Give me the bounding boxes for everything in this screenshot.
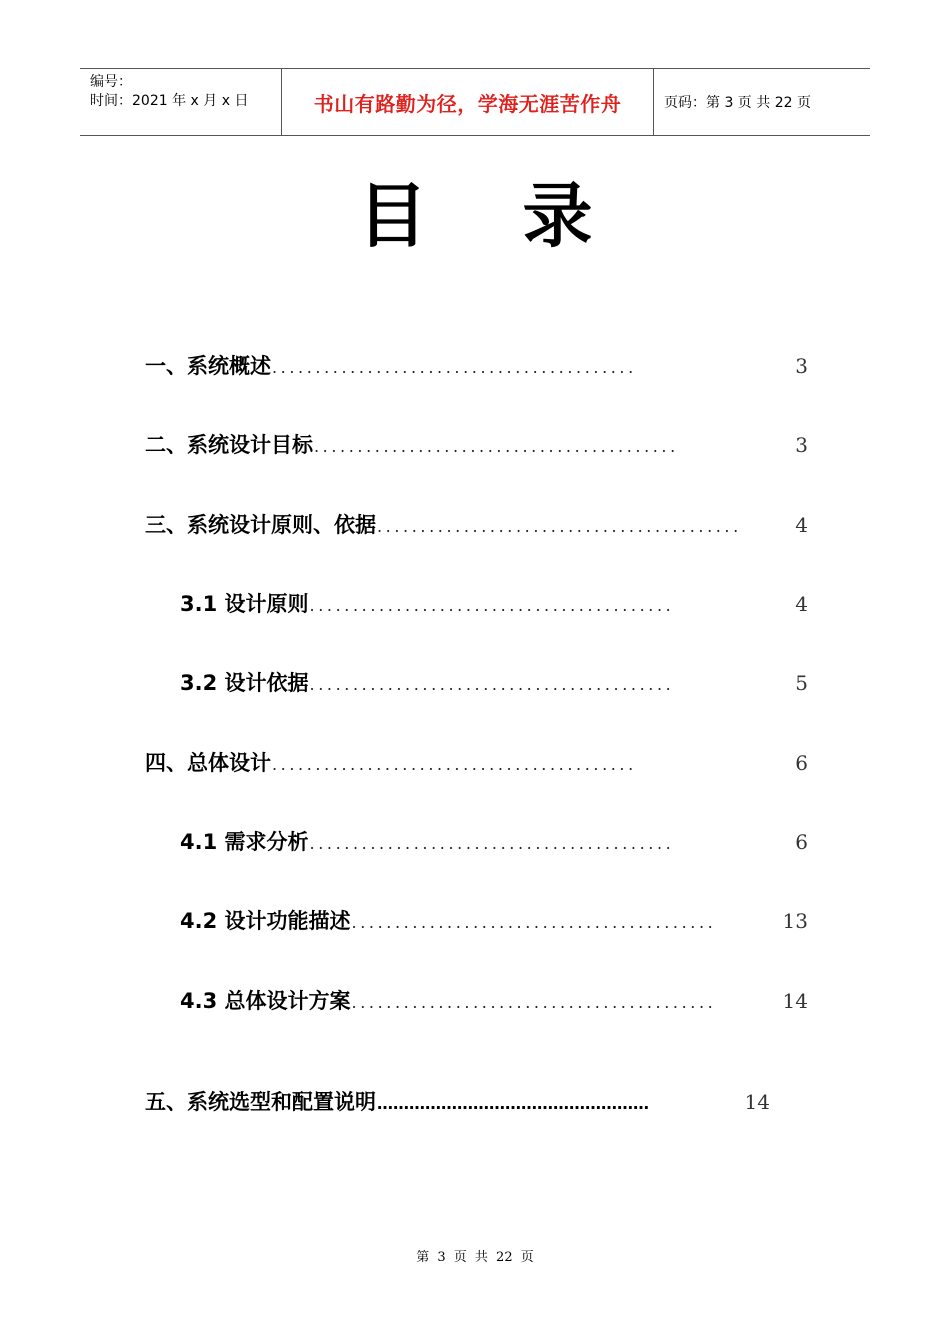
toc-entry-page: 4 [795,513,808,537]
document-time-label: 时间：2021 年 x 月 x 日 [90,93,249,109]
header-motto-cell [282,69,654,135]
toc-entry[interactable] [180,667,808,697]
toc-entry-page: 13 [782,909,808,933]
toc-entry-leader: .......................................... [309,675,675,694]
toc-entry[interactable] [145,350,808,380]
toc-entry-leader: .......................................... [309,596,675,615]
toc-entry[interactable] [180,905,808,935]
toc-entry-label: 3.2 设计依据 [180,671,309,695]
toc-entry-label: 4.1 需求分析 [180,830,309,854]
header-motto: 书山有路勤为径，学海无涯苦作舟 [313,91,622,116]
toc-entry[interactable] [145,1086,770,1116]
toc-entry[interactable] [180,826,808,856]
toc-entry[interactable] [145,747,808,777]
toc-entry-leader: .......................................... [377,517,742,536]
header-page-info: 页码：第 3 页 共 22 页 [664,95,811,111]
toc-entry-page: 6 [795,830,808,854]
toc-entry-label: 五、系统选型和配置说明 [145,1090,376,1114]
toc-entry-leader: .......................................... [351,913,717,932]
toc-entry-label: 一、系统概述 [145,354,271,378]
toc-entry[interactable] [145,509,808,539]
toc-entry-page: 3 [795,433,808,457]
page-title: 目录 [357,175,688,257]
toc-entry[interactable] [180,985,808,1015]
toc-entry-page: 14 [744,1090,770,1114]
toc-entry-page: 5 [795,671,808,695]
header-table [80,68,870,136]
toc-entry[interactable] [180,588,808,618]
header-page-cell [654,69,870,135]
toc-entry-page: 3 [795,354,808,378]
header-meta-cell [80,69,282,135]
toc-entry-label: 三、系统设计原则、依据 [145,513,376,537]
toc-entry-label: 二、系统设计目标 [145,433,313,457]
toc-entry-leader: .......................................... [309,834,675,853]
page-footer: 第 3 页 共 22 页 [416,1250,534,1265]
toc-entry-label: 3.1 设计原则 [180,592,309,616]
toc-entry-page: 4 [795,592,808,616]
toc-entry-label: 4.3 总体设计方案 [180,989,351,1013]
toc-entry-leader: .......................................... [272,358,637,377]
toc-entry-label: 4.2 设计功能描述 [180,909,351,933]
toc-entry[interactable] [145,429,808,459]
toc-entry-page: 14 [782,989,808,1013]
toc-entry-page: 6 [795,751,808,775]
toc-entry-leader: .......................................... [351,993,717,1012]
document-number-label: 编号： [90,74,132,90]
toc-entry-leader: …………………………………………… [377,1094,649,1113]
toc-entry-leader: .......................................... [272,755,637,774]
toc-entry-leader: .......................................... [314,437,679,456]
toc-entry-label: 四、总体设计 [145,751,271,775]
